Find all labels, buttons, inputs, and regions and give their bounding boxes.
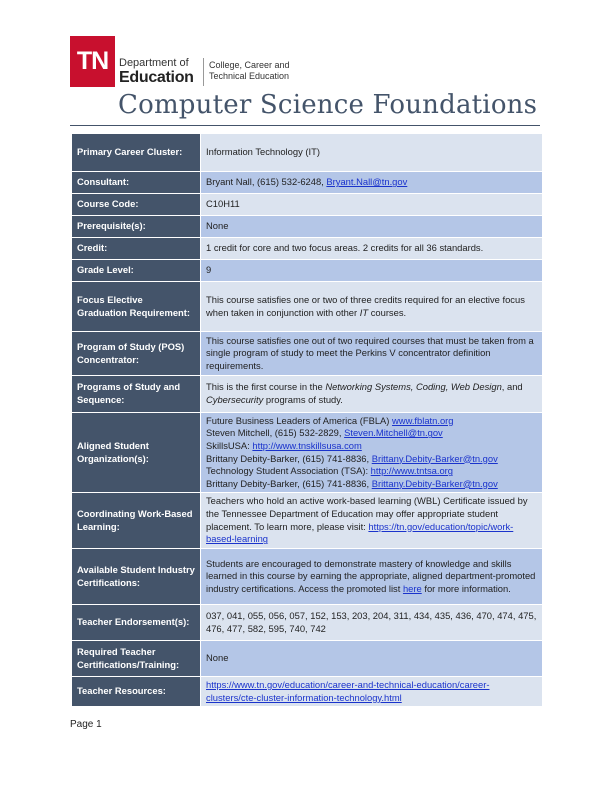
org-line bbox=[206, 440, 537, 453]
org-line bbox=[206, 453, 537, 466]
row-label: Available Student Industry Certifications: bbox=[72, 549, 201, 605]
row-value bbox=[201, 493, 543, 549]
row-value: 037, 041, 055, 056, 057, 152, 153, 203, 204, 311, 434, 435, 436, 470, 474, 475, 476, 477, 582, 595, 740, 742 bbox=[201, 605, 543, 641]
skillsusa-link[interactable]: http://www.tnskillsusa.com bbox=[252, 439, 362, 451]
row-value bbox=[201, 376, 543, 413]
row-value: 1 credit for core and two focus areas. 2 credits for all 36 standards. bbox=[201, 238, 543, 260]
page-header bbox=[70, 36, 550, 92]
table-row-credit bbox=[72, 238, 543, 260]
focus-emphasis: IT bbox=[359, 306, 369, 318]
row-label: Credit: bbox=[72, 238, 201, 260]
table-row-consultant bbox=[72, 172, 543, 194]
wbl-link[interactable]: https://tn.gov/education/topic/work-based-learning bbox=[206, 520, 514, 545]
page-title: Computer Science Foundations bbox=[118, 90, 538, 120]
org-text: SkillsUSA: bbox=[206, 439, 253, 451]
row-value: This course satisfies one out of two required courses that must be taken from a single program of study to meet the Perkins V concentrator definition requirements. bbox=[201, 332, 543, 376]
resources-link[interactable]: https://www.tn.gov/education/career-and-technical-education/career-clusters/cte-cluster-information-technology.html bbox=[206, 678, 490, 703]
org-text: Brittany Debity-Barker, (615) 741-8836, bbox=[206, 452, 372, 464]
mitchell-email-link[interactable]: Steven.Mitchell@tn.gov bbox=[344, 427, 443, 439]
row-value: C10H11 bbox=[201, 194, 543, 216]
row-label: Aligned Student Organization(s): bbox=[72, 413, 201, 493]
header-divider bbox=[203, 58, 204, 86]
row-value bbox=[201, 172, 543, 194]
wbl-text: Teachers who hold an active work-based learning (WBL) Certificate issued by the Tennessee Department of Education may offer appropriate student placement. To learn more, please visit: bbox=[206, 495, 528, 532]
table-row-course-code bbox=[72, 194, 543, 216]
table-row-programs bbox=[72, 376, 543, 413]
table-row-pos bbox=[72, 332, 543, 376]
table-row-resources bbox=[72, 677, 543, 707]
table-row-endorse bbox=[72, 605, 543, 641]
certs-here-link[interactable]: here bbox=[402, 582, 422, 594]
row-label: Prerequisite(s): bbox=[72, 216, 201, 238]
programs-emphasis-2: Cybersecurity bbox=[206, 394, 264, 405]
row-value bbox=[201, 677, 543, 707]
row-value bbox=[201, 282, 543, 332]
row-label: Required Teacher Certifications/Training: bbox=[72, 641, 201, 677]
table-row-training bbox=[72, 641, 543, 677]
tsa-link[interactable]: http://www.tntsa.org bbox=[370, 465, 453, 477]
dept-name-line1: Department of bbox=[119, 57, 189, 69]
focus-text-end: courses. bbox=[368, 306, 407, 318]
college-line2: Technical Education bbox=[209, 71, 290, 81]
org-text: Future Business Leaders of America (FBLA) bbox=[206, 414, 393, 426]
consultant-email-link[interactable]: Bryant.Nall@tn.gov bbox=[326, 176, 408, 188]
table-row-certs bbox=[72, 549, 543, 605]
title-rule bbox=[70, 125, 540, 126]
table-row-cluster bbox=[72, 134, 543, 172]
table-row-focus bbox=[72, 282, 543, 332]
row-label: Course Code: bbox=[72, 194, 201, 216]
table-row-grade bbox=[72, 260, 543, 282]
page-number: Page 1 bbox=[70, 719, 102, 730]
row-label: Primary Career Cluster: bbox=[72, 134, 201, 172]
programs-text-mid: , and bbox=[501, 381, 523, 393]
programs-text: This is the first course in the bbox=[206, 381, 326, 393]
row-label: Focus Elective Graduation Requirement: bbox=[72, 282, 201, 332]
fbla-link[interactable]: www.fblatn.org bbox=[392, 414, 454, 426]
row-label: Grade Level: bbox=[72, 260, 201, 282]
table-row-aligned bbox=[72, 413, 543, 493]
org-line bbox=[206, 415, 537, 428]
org-line bbox=[206, 427, 537, 440]
dept-name-line2: Education bbox=[119, 69, 194, 86]
row-value: None bbox=[201, 641, 543, 677]
table-row-prereq bbox=[72, 216, 543, 238]
programs-text-end: programs of study. bbox=[263, 394, 343, 405]
org-text: Technology Student Association (TSA): bbox=[206, 465, 371, 477]
consultant-text: Bryant Nall, (615) 532-6248, bbox=[206, 176, 327, 188]
row-label: Program of Study (POS) Concentrator: bbox=[72, 332, 201, 376]
programs-emphasis: Networking Systems, Coding, Web Design bbox=[325, 381, 502, 393]
org-text: Steven Mitchell, (615) 532-2829, bbox=[206, 427, 345, 439]
row-label: Teacher Resources: bbox=[72, 677, 201, 707]
row-label: Programs of Study and Sequence: bbox=[72, 376, 201, 413]
row-label: Teacher Endorsement(s): bbox=[72, 605, 201, 641]
focus-text: This course satisfies one or two of three credits required for an elective focus when taken in conjunction with other bbox=[206, 293, 525, 318]
row-label: Consultant: bbox=[72, 172, 201, 194]
course-info-table bbox=[71, 133, 543, 707]
org-line bbox=[206, 478, 537, 491]
table-row-wbl bbox=[72, 493, 543, 549]
row-value: 9 bbox=[201, 260, 543, 282]
org-text: Brittany Debity-Barker, (615) 741-8836, bbox=[206, 477, 372, 489]
certs-text: Students are encouraged to demonstrate mastery of knowledge and skills learned in this course by earning the appropriate, aligned department-promoted industry certifications. Access the promoted list bbox=[206, 557, 536, 594]
row-value bbox=[201, 549, 543, 605]
org-line bbox=[206, 465, 537, 478]
debity-email-link-2[interactable]: Brittany.Debity-Barker@tn.gov bbox=[371, 477, 498, 489]
row-value: None bbox=[201, 216, 543, 238]
certs-text-end: for more information. bbox=[421, 582, 511, 594]
tn-logo: TN bbox=[70, 36, 115, 87]
row-value bbox=[201, 413, 543, 493]
row-value: Information Technology (IT) bbox=[201, 134, 543, 172]
college-line1: College, Career and bbox=[209, 60, 290, 70]
debity-email-link[interactable]: Brittany.Debity-Barker@tn.gov bbox=[371, 452, 498, 464]
row-label: Coordinating Work-Based Learning: bbox=[72, 493, 201, 549]
